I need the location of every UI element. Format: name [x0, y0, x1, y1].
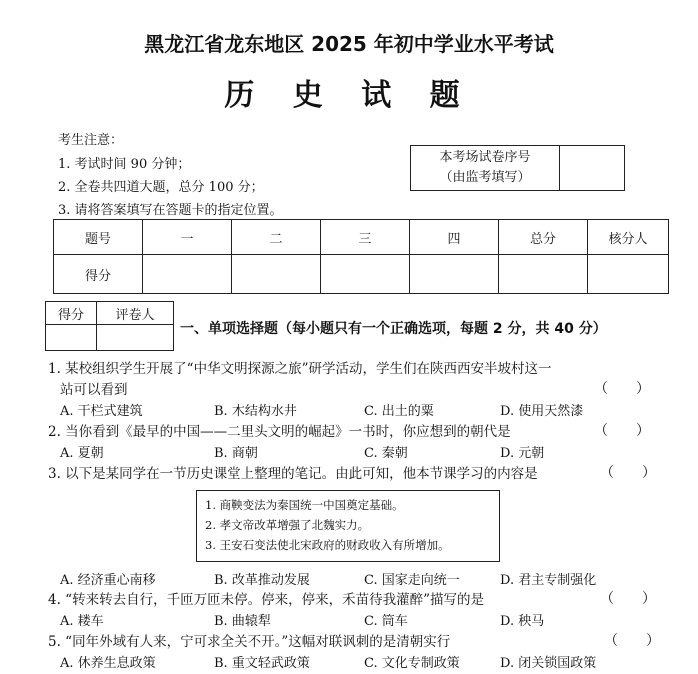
option-a: A. 经济重心南移 [60, 573, 156, 588]
score-cell[interactable] [143, 255, 232, 294]
option-b: B. 木结构水井 [214, 404, 297, 419]
notes-heading: 考生注意： [58, 133, 124, 148]
section-title: 一、单项选择题（每小题只有一个正确选项，每题 2 分，共 40 分） [180, 321, 607, 337]
question-4: 4. “转来转去自行，千匝万匝未停。停来，停来，禾苗待我灌醉”描写的是 [48, 592, 484, 608]
option-d: D. 元朝 [500, 446, 545, 461]
option-a: A. 干栏式建筑 [60, 404, 143, 419]
option-d: D. 使用天然漆 [500, 404, 584, 419]
question-1-line1: 1. 某校组织学生开展了“中华文明探源之旅”研学活动，学生们在陕西西安半坡村这一 [48, 361, 552, 377]
question-1-line2: 站可以看到 [60, 382, 128, 398]
option-b: B. 曲辕犁 [214, 614, 271, 629]
question-3: 3. 以下是某同学在一节历史课堂上整理的笔记。由此可知，他本节课学习的内容是 [48, 466, 538, 482]
score-cell[interactable] [410, 255, 499, 294]
subject-title: 历 史 试 题 [224, 78, 474, 113]
note-item-3: 3. 请将答案填写在答题卡的指定位置。 [58, 203, 283, 218]
score-header-cell: 二 [232, 220, 321, 255]
grader-name-field[interactable] [97, 325, 174, 351]
grader-score-field[interactable] [46, 325, 97, 351]
option-a: A. 休养生息政策 [60, 656, 156, 671]
note-item-2: 2. 全卷共四道大题，总分 100 分； [58, 180, 264, 195]
option-b: B. 改革推动发展 [214, 573, 310, 588]
score-cell[interactable] [588, 255, 669, 294]
option-c: C. 出土的粟 [364, 404, 434, 419]
score-table [53, 219, 669, 294]
option-a: A. 耧车 [60, 614, 104, 629]
score-header-cell: 一 [143, 220, 232, 255]
serial-number-label [411, 146, 560, 191]
score-row-label: 得分 [54, 255, 143, 294]
option-b: B. 重文轻武政策 [214, 656, 310, 671]
notes-box [196, 490, 500, 562]
answer-blank[interactable]: （ ） [604, 633, 660, 649]
grader-score-label: 得分 [46, 302, 97, 325]
grader-name-label: 评卷人 [97, 302, 174, 325]
option-c: C. 秦朝 [364, 446, 408, 461]
notes-box-item-2: 2. 孝文帝改革增强了北魏实力。 [205, 518, 370, 532]
option-b: B. 商朝 [214, 446, 258, 461]
option-d: D. 闭关锁国政策 [500, 656, 597, 671]
option-c: C. 筒车 [364, 614, 408, 629]
score-header-cell: 总分 [499, 220, 588, 255]
option-c: C. 国家走向统一 [364, 573, 460, 588]
answer-blank[interactable]: （ ） [594, 381, 650, 397]
score-cell[interactable] [499, 255, 588, 294]
score-header-cell: 四 [410, 220, 499, 255]
grader-box [45, 301, 174, 351]
serial-label-line2: （由监考填写） [439, 170, 531, 185]
question-2: 2. 当你看到《最早的中国——二里头文明的崛起》一书时，你应想到的朝代是 [48, 424, 511, 440]
option-c: C. 文化专制政策 [364, 656, 460, 671]
exam-title: 黑龙江省龙东地区 2025 年初中学业水平考试 [144, 32, 554, 56]
answer-blank[interactable]: （ ） [600, 591, 656, 607]
score-header-cell: 核分人 [588, 220, 669, 255]
score-cell[interactable] [232, 255, 321, 294]
option-d: D. 君主专制强化 [500, 573, 597, 588]
answer-blank[interactable]: （ ） [600, 465, 656, 481]
notes-box-item-1: 1. 商鞅变法为秦国统一中国奠定基础。 [205, 498, 404, 512]
score-header-cell: 三 [321, 220, 410, 255]
serial-label-line1: 本考场试卷序号 [439, 150, 531, 165]
question-5: 5. “同年外域有人来，宁可求全关不开。”这幅对联讽刺的是清朝实行 [48, 634, 451, 650]
score-header-cell: 题号 [54, 220, 143, 255]
notes-box-item-3: 3. 王安石变法使北宋政府的财政收入有所增加。 [205, 538, 450, 552]
option-d: D. 秧马 [500, 614, 545, 629]
option-a: A. 夏朝 [60, 446, 104, 461]
note-item-1: 1. 考试时间 90 分钟； [58, 157, 191, 172]
score-cell[interactable] [321, 255, 410, 294]
serial-number-box [410, 145, 625, 191]
answer-blank[interactable]: （ ） [594, 423, 650, 439]
serial-number-field[interactable] [560, 146, 625, 191]
